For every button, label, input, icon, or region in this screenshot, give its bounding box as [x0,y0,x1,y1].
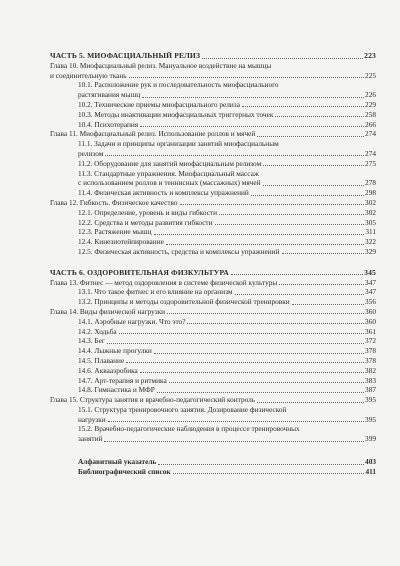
toc-section[interactable] [50,237,376,247]
toc-page-number: 266 [365,119,376,129]
toc-section[interactable] [50,346,376,356]
toc-part-heading[interactable] [50,51,376,61]
toc-section[interactable] [50,424,376,434]
dot-leader [154,234,364,235]
toc-section[interactable] [50,149,376,159]
toc-entry-title: релизом [78,148,104,158]
dot-leader [257,402,364,403]
toc-entry-title: 10.1. Расположение рук и последовательность миофасциального [78,80,279,90]
toc-entry-title: 12.5. Физическая активность, средства и комплексы упражнений [78,246,280,256]
toc-page-number: 361 [365,326,376,336]
dot-leader [219,214,364,215]
toc-section[interactable] [50,227,376,237]
dot-leader [129,77,364,78]
toc-page-number: 345 [364,267,376,277]
dot-leader [154,353,364,354]
toc-page-number: 378 [365,346,376,356]
dot-leader [105,155,364,156]
toc-entry-title: 12.1. Определение, уровень и виды гибкости [78,207,218,217]
dot-leader [140,372,364,373]
toc-chapter[interactable] [50,71,376,81]
dot-leader [126,362,364,363]
toc-chapter[interactable] [50,307,376,317]
toc-part-heading[interactable] [50,268,376,278]
toc-entry-title: 15.2. Врачебно-педагогические наблюдения в процессе тренировочных [78,424,300,434]
toc-entry-title: Глава 15. Структура занятия и врачебно-педагогический контроль [50,395,256,405]
dot-leader [169,382,364,383]
dot-leader [257,136,364,137]
toc-page-number: 360 [365,306,376,316]
toc-section[interactable] [50,247,376,257]
toc-entry-title: ЧАСТЬ 6. ОЗДОРОВИТЕЛЬНАЯ ФИЗКУЛЬТУРА [50,267,229,277]
toc-section[interactable] [50,218,376,228]
toc-section[interactable] [50,208,376,218]
toc-spacer [50,444,376,457]
toc-page-number: 329 [365,246,376,256]
toc-page-number: 223 [364,51,376,60]
toc-chapter[interactable] [50,278,376,288]
toc-section[interactable] [50,376,376,386]
toc-section[interactable] [50,110,376,120]
dot-leader [140,126,364,127]
toc-section[interactable] [50,385,376,395]
toc-page-number: 403 [365,457,376,467]
dot-leader [202,58,363,59]
toc-page-number: 360 [365,316,376,326]
dot-leader [108,421,364,422]
toc-entry-title: 13.2. Принципы и методы оздоровительной физической тренировки [78,297,290,307]
dot-leader [104,441,364,442]
toc-page-number: 278 [365,178,376,188]
toc-entry-title: Глава 12. Гибкость. Физическое качество [50,197,178,207]
toc-page-number: 347 [365,287,376,297]
toc-back-matter[interactable] [50,467,376,477]
dot-leader [292,304,364,305]
toc-entry-title: Глава 10. Миофасциальный релиз. Мануальное воздействие на мышцы [50,60,272,70]
toc-page-number: 302 [365,207,376,217]
toc-page-number: 382 [365,365,376,375]
toc-page-number: 378 [365,355,376,365]
toc-entry-title: 10.3. Методы инактивации миофасциальных триггерных точек [78,109,274,119]
toc-section[interactable] [50,327,376,337]
toc-section[interactable] [50,415,376,425]
toc-chapter[interactable] [50,395,376,405]
toc-entry-title: 14.2. Ходьба [78,326,117,336]
toc-section[interactable] [50,366,376,376]
toc-chapter[interactable] [50,61,376,71]
dot-leader [235,294,364,295]
dot-leader [180,204,364,205]
toc-entry-title: 14.1. Аэробные нагрузки. Что это? [78,316,186,326]
toc-entry-title: 11.4. Физическая активность и комплексы упражнений [78,188,249,198]
toc-page-number: 411 [365,466,376,476]
dot-leader [157,392,364,393]
toc-entry-title: с использованием роллов и теннисных (массажных) мячей [78,178,261,188]
toc-entry-title: 11.2. Оборудование для занятий миофасциальным релизом [78,158,262,168]
dot-leader [251,195,364,196]
dot-leader [173,473,364,474]
toc-entry-title: 10.2. Технические приемы миофасциального релиза [78,99,240,109]
toc-page-number: 372 [365,336,376,346]
dot-leader [187,323,364,324]
toc-section[interactable] [50,405,376,415]
toc-entry-title: 14.3. Бег [78,336,105,346]
toc-page-number: 275 [365,158,376,168]
toc-entry-title: Глава 14. Виды физической нагрузки [50,306,166,316]
toc-section[interactable] [50,434,376,444]
toc-page-number: 347 [365,277,376,287]
dot-leader [263,165,364,166]
toc-section[interactable] [50,188,376,198]
toc-entry-title: Глава 11. Миофасциальный релиз. Использование роллов и мячей [50,129,256,139]
toc-page-number: 258 [365,109,376,119]
toc-section[interactable] [50,120,376,130]
toc-section[interactable] [50,159,376,169]
toc-page-number: 226 [365,90,376,100]
dot-leader [166,244,364,245]
toc-entry-title: 12.3. Растяжение мышц [78,227,152,237]
toc-section[interactable] [50,90,376,100]
toc-entry-title: 12.2. Средства и методы развития гибкости [78,217,213,227]
toc-section[interactable] [50,80,376,90]
toc-entry-title: и соединительную ткань [50,70,127,80]
dot-leader [282,253,365,254]
table-of-contents [50,51,376,477]
toc-entry-title: 10.4. Психотерапия [78,119,139,129]
dot-leader [158,464,364,465]
toc-page-number: 302 [365,197,376,207]
toc-page-number: 383 [365,375,376,385]
toc-page-number: 311 [365,227,376,237]
toc-entry-title: 14.4. Лыжные прогулки [78,346,152,356]
toc-spacer [50,257,376,268]
dot-leader [142,97,364,98]
toc-entry-title: Библиографический список [78,466,171,476]
toc-entry-title: 11.1. Задачи и принципы организации занятий миофасциальным [78,139,279,149]
toc-entry-title: нагрузки [78,414,106,424]
toc-page-number: 225 [365,70,376,80]
toc-page-number: 387 [365,385,376,395]
toc-entry-title: 13.1. Что такое фитнес и его влияние на организм [78,287,233,297]
toc-chapter[interactable] [50,198,376,208]
toc-section[interactable] [50,336,376,346]
toc-section[interactable] [50,100,376,110]
toc-entry-title: ЧАСТЬ 5. МИОФАСЦИАЛЬНЫЙ РЕЛИЗ [50,51,201,60]
dot-leader [242,106,364,107]
toc-entry-title: 14.5. Плавание [78,355,125,365]
toc-section[interactable] [50,297,376,307]
toc-page-number: 298 [365,188,376,198]
toc-page-number: 399 [365,434,376,444]
toc-section[interactable] [50,317,376,327]
toc-page-number: 274 [365,129,376,139]
toc-page-number: 322 [365,237,376,247]
toc-back-matter[interactable] [50,457,376,467]
toc-page-number: 305 [365,217,376,227]
dot-leader [167,313,364,314]
toc-chapter[interactable] [50,129,376,139]
dot-leader [275,116,364,117]
toc-page-number: 229 [365,99,376,109]
dot-leader [119,333,364,334]
toc-entry-title: 14.6. Аквааэробика [78,365,138,375]
toc-section[interactable] [50,178,376,188]
dot-leader [107,343,364,344]
dot-leader [279,284,364,285]
toc-entry-title: растягивания мышц [78,90,141,100]
toc-section[interactable] [50,356,376,366]
toc-entry-title: Алфавитный указатель [78,457,157,467]
toc-page-number: 395 [365,395,376,405]
toc-page-number: 356 [365,297,376,307]
toc-entry-title: 15.1. Структура тренировочного занятия. Дозирование физической [78,404,287,414]
toc-entry-title: 14.8. Гимнастика и МФР [78,385,155,395]
toc-section[interactable] [50,287,376,297]
toc-page-number: 274 [365,148,376,158]
toc-section[interactable] [50,169,376,179]
toc-section[interactable] [50,139,376,149]
dot-leader [215,224,364,225]
toc-entry-title: 14.7. Арт-терапия и ритмика [78,375,167,385]
toc-entry-title: занятий [78,434,103,444]
dot-leader [263,185,364,186]
toc-page-number: 395 [365,414,376,424]
toc-entry-title: 12.4. Кинезиотейпирование [78,237,164,247]
toc-entry-title: Глава 13. Фитнес — метод оздоровления в системе физической культуры [50,277,278,287]
dot-leader [231,274,363,275]
toc-entry-title: 11.3. Стандартные упражнения. Миофасциальный массаж [78,168,259,178]
